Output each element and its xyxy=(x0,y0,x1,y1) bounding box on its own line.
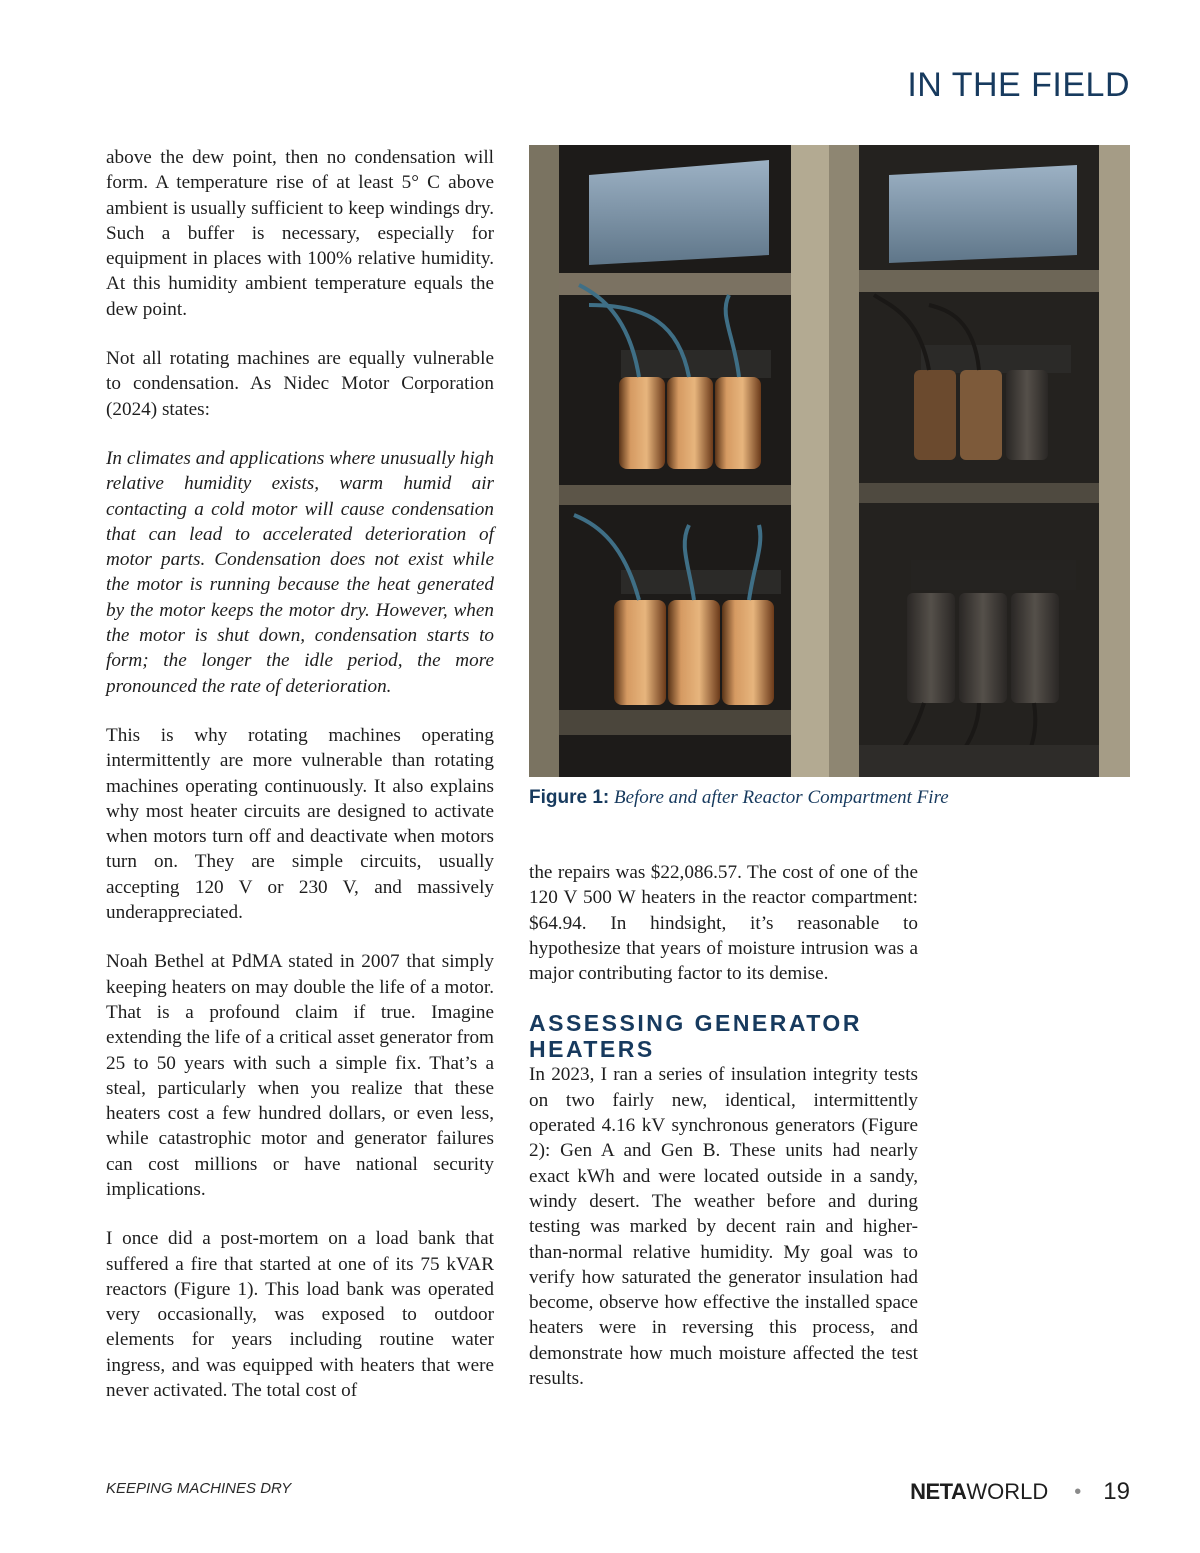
body-paragraph: Not all rotating machines are equally vulnerable to condensation. As Nidec Motor Corporation (2024) states: xyxy=(106,348,494,420)
brand-name-light: WORLD xyxy=(966,1479,1049,1504)
figure-caption xyxy=(529,787,1130,809)
block-quote: In climates and applications where unusually high relative humidity exists, warm humid air contacting a cold motor will cause condensation that can lead to accelerated deterioration of motor parts. Condensation does not exist while the motor is running because the heat generated by the motor keeps the motor dry. However, when the motor is shut down, condensation starts to form; the longer the idle period, the more pronounced the rate of deterioration. xyxy=(106,447,494,697)
brand-name-bold: NETA xyxy=(910,1479,967,1504)
body-paragraph: I once did a post-mortem on a load bank that suffered a fire that started at one of its 75 kVAR reactors (Figure 1). This load bank was operated very occasionally, was exposed to outdoor elements for years including routine water ingress, and was equipped with heaters that were never activated. The total cost of xyxy=(106,1228,494,1402)
page-number: 19 xyxy=(1103,1478,1130,1505)
body-paragraph: the repairs was $22,086.57. The cost of one of the 120 V 500 W heaters in the reactor compartment: $64.94. In hindsight, it’s reasonable to hypothesize that years of moisture intrusion was a major contributing factor to its demise. xyxy=(529,862,918,985)
figure-caption-text: Before and after Reactor Compartment Fire xyxy=(613,787,949,808)
left-column xyxy=(106,145,494,1427)
separator-dot: • xyxy=(1074,1480,1082,1503)
footer-branding xyxy=(910,1478,1130,1506)
section-title: IN THE FIELD xyxy=(907,66,1130,104)
right-column xyxy=(529,860,918,1415)
body-paragraph: above the dew point, then no condensation will form. A temperature rise of at least 5° C above ambient is usually sufficient to keep windings dry. Such a buffer is necessary, especially for equipment in places with 100% relative humidity. At this humidity ambient temperature equals the dew point. xyxy=(106,147,494,320)
footer-article-title: KEEPING MACHINES DRY xyxy=(106,1480,292,1497)
reactor-compartment-photo xyxy=(529,145,1130,777)
body-paragraph: This is why rotating machines operating intermittently are more vulnerable than rotating machines operating continuously. It also explains why most heater circuits are designed to activate when motors turn off and deactivate when motors turn on. They are simple circuits, usually accepting 120 V or 230 V, and massively underappreciated. xyxy=(106,724,494,924)
section-heading: ASSESSING GENERATOR HEATERS xyxy=(529,1010,862,1063)
figure-label: Figure 1: xyxy=(529,787,610,808)
body-paragraph: In 2023, I ran a series of insulation integrity tests on two fairly new, identical, intermittently operated 4.16 kV synchronous generators (Figure 2): Gen A and Gen B. These units had nearly exact kWh and were located outside in a sandy, windy desert. The weather before and during testing was marked by decent rain and higher-than-normal relative humidity. My goal was to verify how saturated the generator insulation had become, observe how effective the installed space heaters were in reversing this process, and demonstrate how much moisture affected the test results. xyxy=(529,1064,918,1390)
body-paragraph: Noah Bethel at PdMA stated in 2007 that simply keeping heaters on may double the life of a motor. That is a profound claim if true. Imagine extending the life of a critical asset generator from 25 to 50 years with such a simple fix. That’s a steal, particularly when you realize that these heaters cost a few hundred dollars, or even less, while catastrophic motor and generator failures can cost millions or have national security implications. xyxy=(106,951,494,1200)
